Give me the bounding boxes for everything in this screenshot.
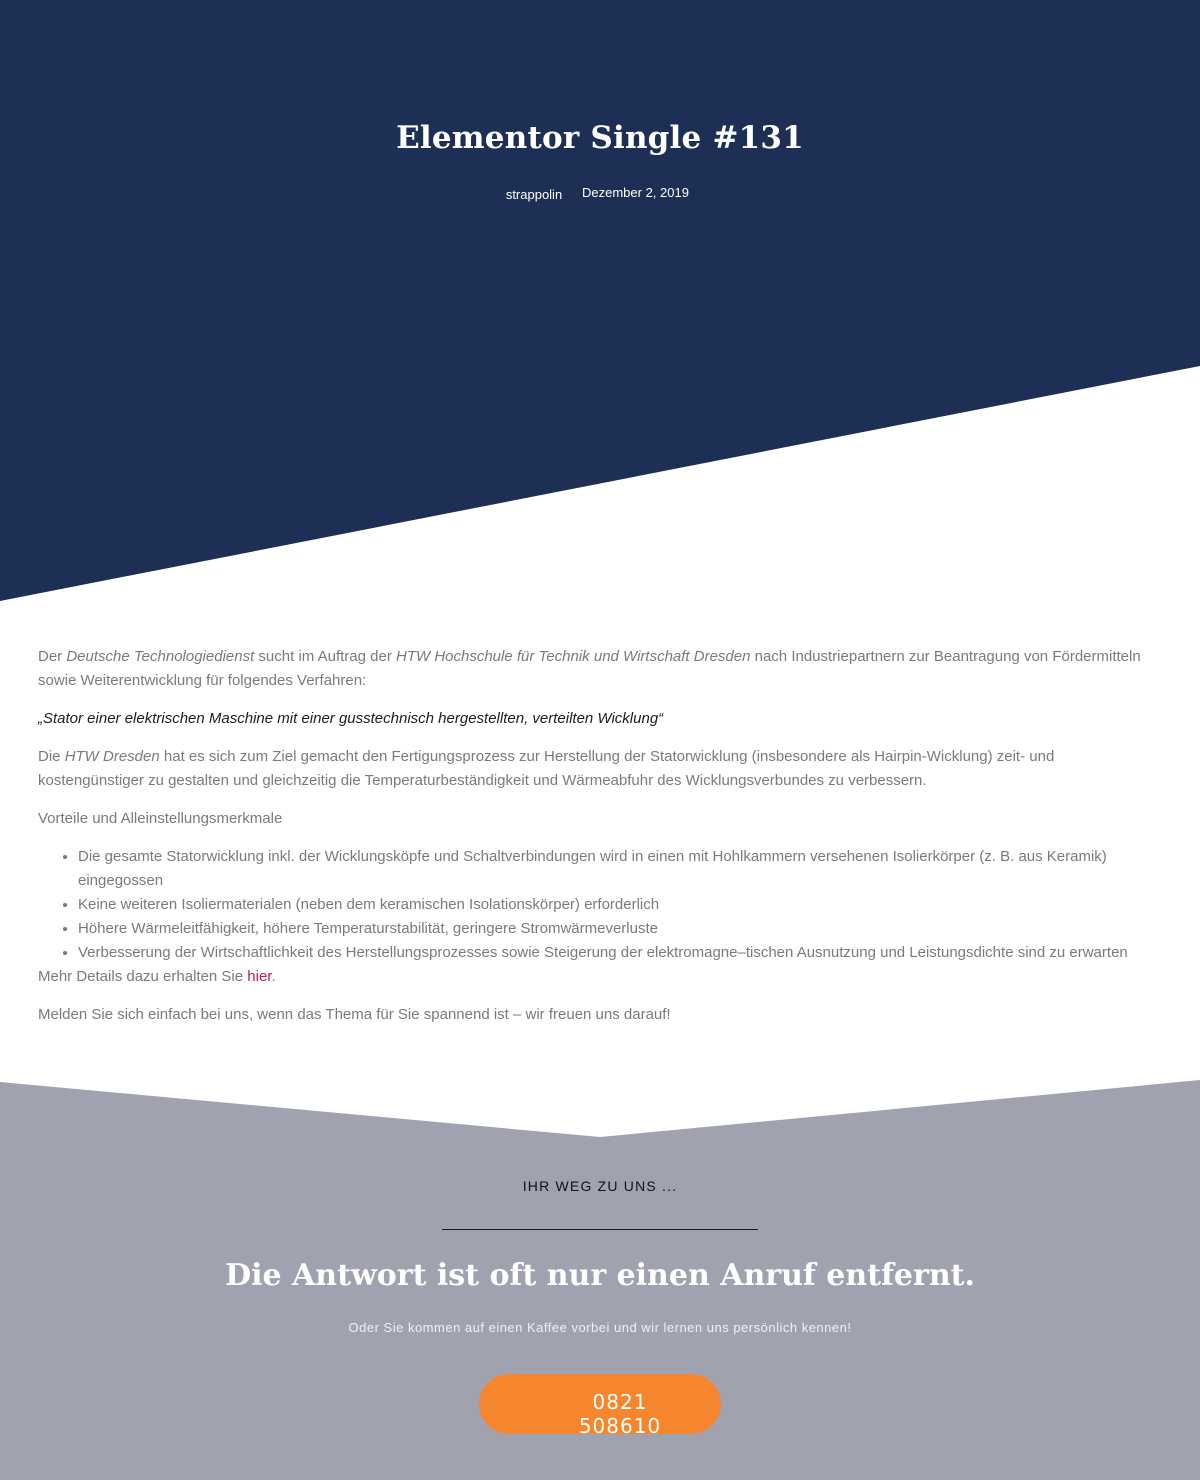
post-author[interactable]: strappolin — [505, 187, 563, 202]
list-item: • Verbesserung der Wirtschaftlichkeit des Herstellungsprozesses sowie Steigerung der elektromagne–tischen Ausnutzung und Leistungsdichte sind zu erwarten — [78, 941, 1150, 965]
goal-paragraph — [38, 745, 1150, 793]
cta-headline: Die Antwort ist oft nur einen Anruf entfernt. — [225, 1258, 975, 1293]
patent-title-quote: „Stator einer elektrischen Maschine mit einer gusstechnisch hergestellten, verteilten Wicklung“ — [38, 710, 664, 727]
intro-text: sucht im Auftrag der — [254, 648, 396, 665]
university-name: HTW Hochschule für Technik und Wirtschaft Dresden — [396, 648, 751, 665]
details-text: Mehr Details dazu erhalten Sie — [38, 968, 248, 985]
hero-slanted-shape — [0, 0, 1200, 601]
intro-text: nach Industriepartnern zur Beantragung von Fördermitteln sowie Weiterentwicklung für folgendes Verfahren: — [38, 648, 1141, 689]
goal-text: Die — [38, 748, 65, 765]
university-short-name: HTW Dresden — [64, 748, 160, 765]
post-date: Dezember 2, 2019 — [582, 185, 689, 200]
org-name: Deutsche Technologiedienst — [66, 648, 255, 665]
closing-paragraph: Melden Sie sich einfach bei uns, wenn das Thema für Sie spannend ist – wir freuen uns darauf! — [38, 1006, 671, 1023]
contact-cta-section — [0, 1078, 1200, 1480]
intro-text: Der — [38, 648, 67, 665]
goal-text: hat es sich zum Ziel gemacht den Fertigungsprozess zur Herstellung der Statorwicklung (insbesondere als Hairpin-Wicklung) zeit- und kostengünstiger zu gestalten und gleichzeitig die Temperaturbeständigkeit und Wärmeabfuhr des Wicklungsverbundes zu verbessern. — [38, 748, 1055, 789]
intro-paragraph — [38, 645, 1150, 693]
phone-call-button[interactable] — [479, 1374, 721, 1438]
details-paragraph — [38, 965, 1150, 989]
advantages-heading: Vorteile und Alleinstellungsmerkmale — [38, 810, 283, 827]
cta-subline: Oder Sie kommen auf einen Kaffee vorbei und wir lernen uns persönlich kennen! — [348, 1320, 852, 1335]
post-content — [38, 645, 1150, 1041]
details-link[interactable]: hier — [247, 968, 272, 985]
list-item: • Höhere Wärmeleitfähigkeit, höhere Temperaturstabilität, geringere Stromwärmeverluste — [78, 917, 1150, 941]
details-text: . — [271, 968, 276, 985]
advantages-list — [38, 845, 1150, 965]
section-eyebrow: IHR WEG ZU UNS ... — [522, 1178, 678, 1194]
phone-number: 0821 508610 — [578, 1390, 662, 1438]
hero-section — [0, 0, 1200, 610]
hero-background — [0, 0, 1200, 610]
list-item: • Keine weiteren Isoliermaterialen (neben dem keramischen Isolationskörper) erforderlich — [78, 893, 1150, 917]
divider-line — [442, 1229, 758, 1230]
page-title: Elementor Single #131 — [396, 120, 804, 156]
list-item: • Die gesamte Statorwicklung inkl. der Wicklungsköpfe und Schaltverbindungen wird in einen mit Hohlkammern versehenen Isolierkörper (z. B. aus Keramik) eingegossen — [78, 845, 1150, 893]
